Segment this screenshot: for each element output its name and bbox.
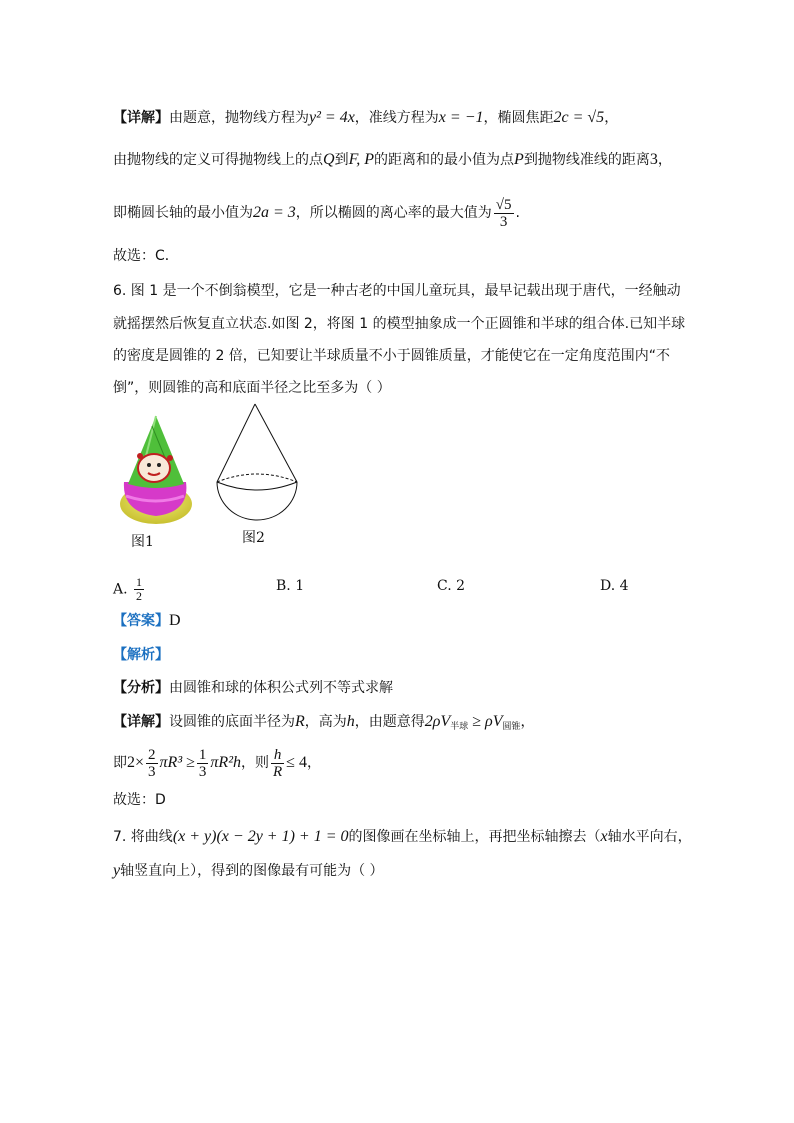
tumbler-toy-image xyxy=(112,412,202,527)
detail-tag: 【详解】 xyxy=(113,110,169,126)
q7-curve-eq: (x + y)(x − 2y + 1) + 1 = 0 xyxy=(172,828,349,845)
q6-line-3: 的密度是圆锥的 2 倍，已知要让半球质量不小于圆锥质量，才能使它在一定角度范围内“不 xyxy=(113,348,671,364)
option-a: A. $\frac{1}{2}$ xyxy=(113,575,143,603)
choose-d: 故选：D xyxy=(113,792,166,808)
analysis-tag: 【解析】 xyxy=(113,647,169,663)
detail-line-3: 即椭圆长轴的最小值为2a = 3，所以椭圆的离心率的最大值为 $\frac{√5}{3}$ . xyxy=(113,196,520,230)
detail-tag-2: 【详解】 xyxy=(113,714,169,730)
q6-detail-line-2: 即2× $\frac{2}{3}$ πR³ ≥ $\frac{1}{3}$ πR²h，则 $\frac{h}{R}$ ≤ 4， xyxy=(113,746,321,780)
fenxi-tag: 【分析】 xyxy=(113,680,169,696)
answer-line xyxy=(113,611,181,631)
option-a-fraction: $\frac{1}{2}$ xyxy=(136,575,143,603)
q6-line-4: 倒”，则圆锥的高和底面半径之比至多为（ ） xyxy=(113,380,391,396)
q6-line-2: 就摇摆然后恢复直立状态.如图 2，将图 1 的模型抽象成一个正圆锥和半球的组合体.已知半球 xyxy=(113,316,686,332)
fenxi-line: 【分析】由圆锥和球的体积公式列不等式求解 xyxy=(113,680,393,696)
q6-line-1: 6. 图 1 是一个不倒翁模型，它是一种古老的中国儿童玩具，最早记载出现于唐代，一经触动 xyxy=(113,283,681,299)
answer-tag: 【答案】 xyxy=(113,613,169,629)
cone-hemisphere-diagram xyxy=(214,402,300,522)
option-d: D. 4 xyxy=(600,578,629,594)
option-c: C. 2 xyxy=(437,578,466,594)
q7-line-1: 7. 将曲线(x + y)(x − 2y + 1) + 1 = 0的图像画在坐标轴上，再把坐标轴擦去（x轴水平向右， xyxy=(113,828,692,845)
q7-line-2: y轴竖直向上），得到的图像最有可能为（ ） xyxy=(113,862,384,879)
figure-1-label: 图1 xyxy=(131,534,154,550)
answer-value: D xyxy=(169,612,181,629)
detail-line-2: 由抛物线的定义可得抛物线上的点Q到F, P的距离和的最小值为点P到抛物线准线的距离3， xyxy=(113,151,672,168)
parabola-eq: y² = 4x xyxy=(309,109,355,126)
figure-2-label: 图2 xyxy=(242,530,265,546)
q6-detail-line-1: 【详解】设圆锥的底面半径为R，高为h，由题意得$2\rho V_{半球} \ge \rho V_{圆锥}$， xyxy=(113,713,535,732)
choose-c: 故选：C． xyxy=(113,248,179,264)
option-b: B. 1 xyxy=(276,578,305,594)
focal-distance-eq: 2c = √5 xyxy=(553,109,605,126)
directrix-eq: x = −1 xyxy=(438,109,484,126)
eccentricity-fraction: $\frac{√5}{3}$ xyxy=(495,196,512,230)
detail-line-1: 【详解】由题意，抛物线方程为y² = 4x，准线方程为x = −1，椭圆焦距2c = √5， xyxy=(113,109,619,126)
